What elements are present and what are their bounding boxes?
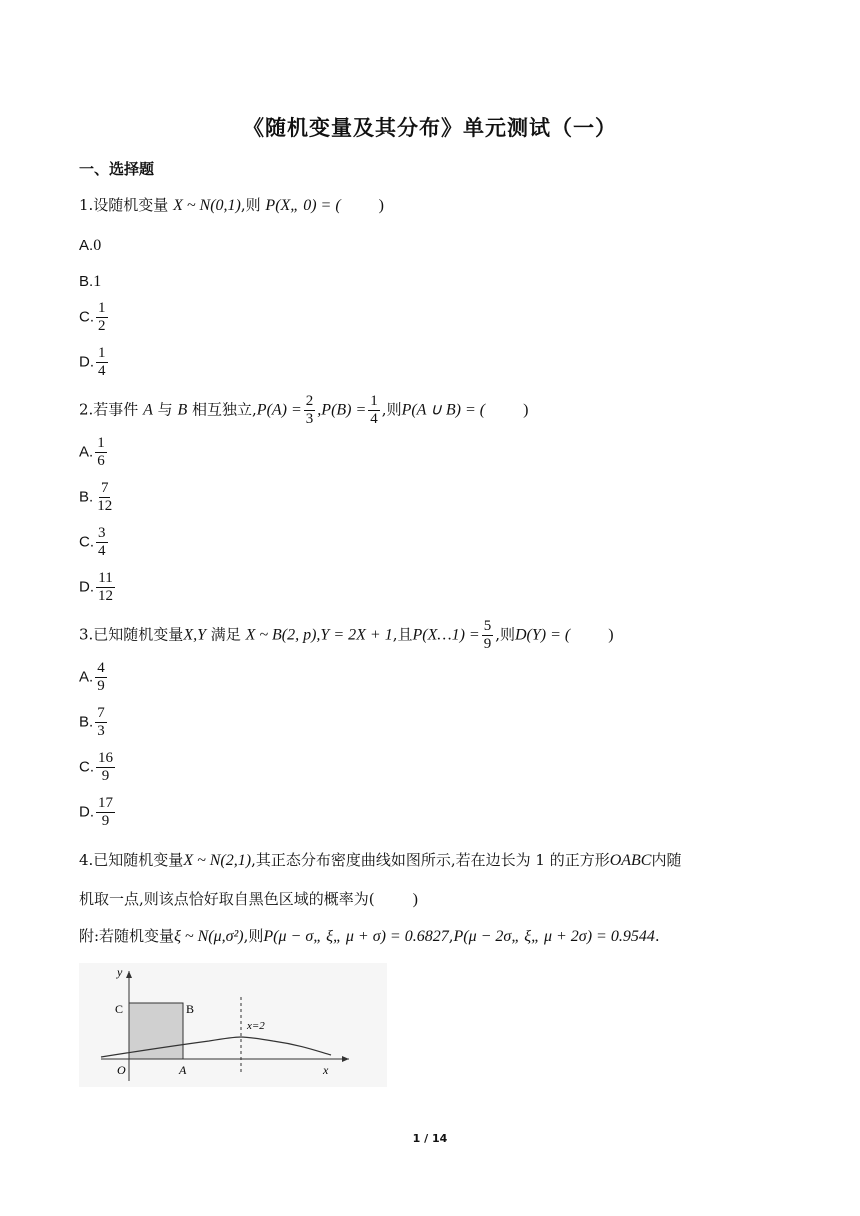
fraction: $\frac{1}{2}$ [98,300,106,334]
q2-option-a: A. $\frac{1}{6}$ [79,435,105,469]
fraction: $\frac{17}{9}$ [98,795,113,829]
q2-option-c: C. $\frac{3}{4}$ [79,525,106,559]
fraction: $\frac{1}{4}$ [370,393,378,427]
normal-curve-figure [79,963,387,1087]
y-axis-arrow [126,971,132,978]
label-o: O [117,1063,126,1077]
q3-option-b: B. $\frac{7}{3}$ [79,705,105,739]
question-1 [79,195,384,216]
fraction: $\frac{2}{3}$ [305,393,314,427]
label-y: y [117,965,123,979]
fraction: $\frac{5}{9}$ [483,618,492,652]
page-title: 《随机变量及其分布》单元测试（一） [243,116,617,140]
q1-option-d: D. $\frac{1}{4}$ [79,345,106,379]
label-b: B [186,1002,195,1016]
q2-option-b: B. $\frac{7}{12}$ [79,480,113,514]
q1-expr2: P(X„ 0) = ( [265,197,341,214]
q1-option-a: A.0 [79,237,102,254]
x-axis-arrow [342,1056,349,1062]
label-a: A [179,1063,187,1077]
q1-option-c: C. $\frac{1}{2}$ [79,300,106,334]
page-number: 1 / 14 [412,1132,448,1145]
question-4: 4.已知随机变量X ~ N(2,1),其正态分布密度曲线如图所示,若在边长为 1 的正方形OABC内随 [79,851,682,869]
fraction: $\frac{7}{3}$ [97,705,105,739]
q1-prefix: 1.设随机变量 [79,196,169,214]
figure-svg [79,963,387,1087]
fraction: $\frac{16}{9}$ [98,750,113,784]
fraction: $\frac{11}{12}$ [98,570,113,604]
question-3: 3.已知随机变量X,Y 满足 X ~ B(2, p),Y = 2X + 1,且P(X…1) = $\frac{5}{9}$ ,则D(Y) = ( ) [79,618,614,652]
q2-option-d: D. $\frac{11}{12}$ [79,570,113,604]
shaded-square [129,1003,183,1059]
question-4-line-2: 机取一点,则该点恰好取自黑色区域的概率为( ) [79,890,418,908]
section-heading: 一、选择题 [79,160,155,178]
question-4-note: 附:若随机变量ξ ~ N(μ,σ²),则P(μ − σ„ ξ„ μ + σ) = 0.6827,P(μ − 2σ„ ξ„ μ + 2σ) = 0.9544. [79,927,660,945]
q3-option-d: D. $\frac{17}{9}$ [79,795,113,829]
q3-option-a: A. $\frac{4}{9}$ [79,660,105,694]
label-x: x [323,1063,329,1077]
fraction: $\frac{1}{6}$ [97,435,105,469]
label-mean-line: x=2 [247,1020,265,1032]
q3-option-c: C. $\frac{16}{9}$ [79,750,113,784]
q1-mid: ,则 [240,196,261,214]
fraction: $\frac{4}{9}$ [97,660,105,694]
question-2: 2.若事件 A 与 B 相互独立,P(A) = $\frac{2}{3}$ ,P(B) = $\frac{1}{4}$ ,则P(A ∪ B) = ( ) [79,393,529,427]
fraction: $\frac{1}{4}$ [98,345,106,379]
fraction: $\frac{3}{4}$ [98,525,106,559]
q1-option-b: B.1 [79,273,102,290]
fraction: $\frac{7}{12}$ [97,480,113,514]
q1-end: ) [378,197,384,214]
label-c: C [115,1002,124,1016]
q1-expr: X ~ N(0,1) [173,197,241,214]
